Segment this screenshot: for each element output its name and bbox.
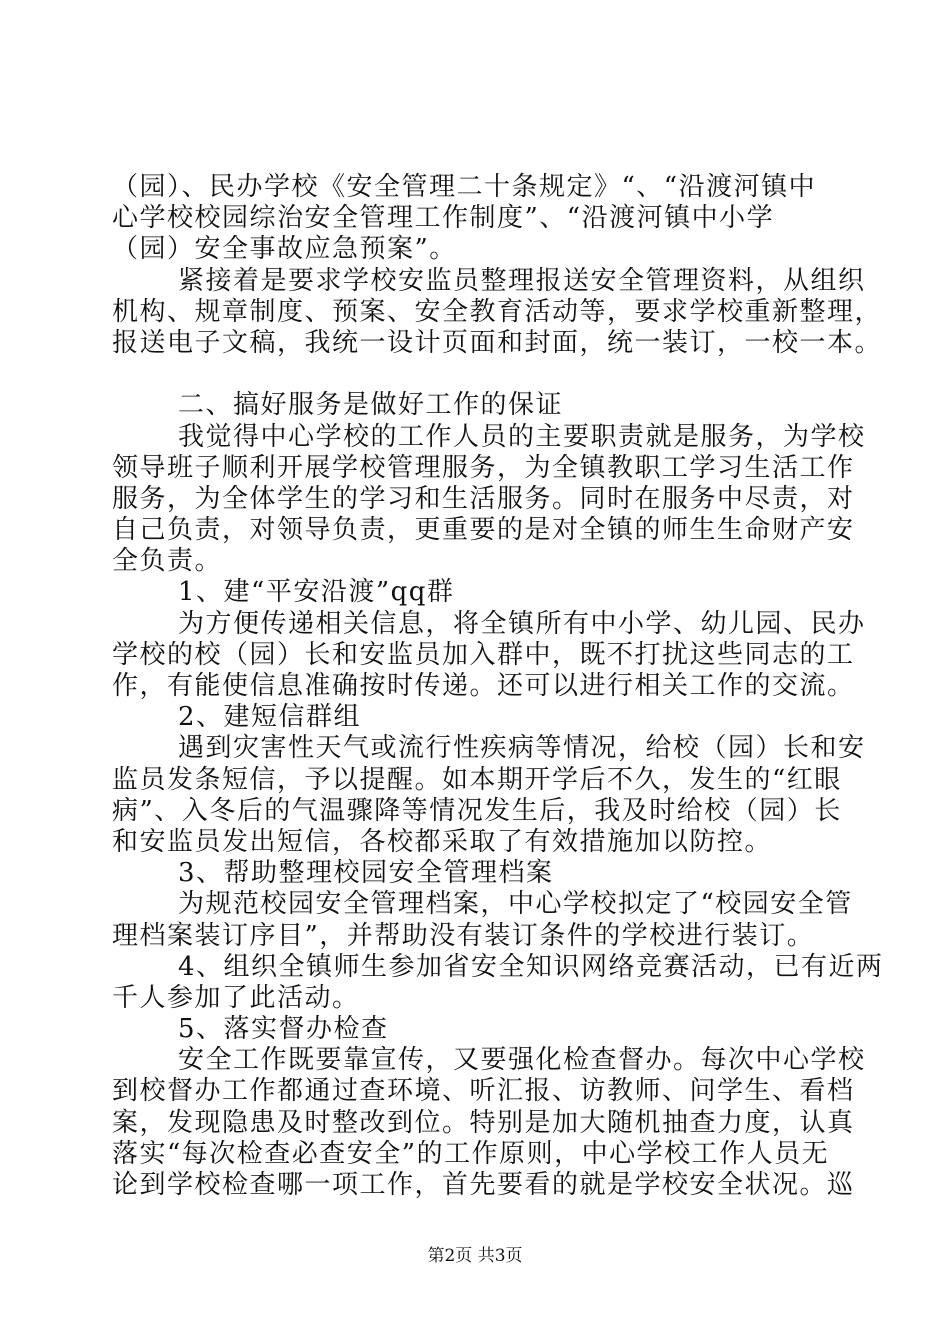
text-line: 理档案装订序目”，并帮助没有装订条件的学校进行装订。 (112, 920, 815, 951)
text-line: 机构、规章制度、预案、安全教育活动等，要求学校重新整理， (112, 296, 883, 327)
paragraph-start: 遇到灾害性天气或流行性疾病等情况，给校（园）长和安 (178, 733, 866, 764)
text-line: 自己负责，对领导负责，更重要的是对全镇的师生生命财产安 (112, 515, 855, 546)
paragraph-start: 为方便传递相关信息，将全镇所有中小学、幼儿园、民办 (178, 608, 866, 639)
text-line: 落实“每次检查必查安全”的工作原则，中心学校工作人员无 (112, 1138, 830, 1169)
page-number-footer: 第2页 共3页 (427, 1246, 523, 1266)
text-line: 学校的校（园）长和安监员加入群中，既不打扰这些同志的工 (112, 639, 855, 670)
text-line: 报送电子文稿，我统一设计页面和封面，统一装订，一校一本。 (112, 327, 883, 358)
text-line: 心学校校园综治安全管理工作制度”、“沿渡河镇中小学 (112, 203, 775, 234)
text-line: 到校督办工作都通过查环境、听汇报、访教师、问学生、看档 (112, 1076, 855, 1107)
text-line: 监员发条短信，予以提醒。如本期开学后不久，发生的“红眼 (112, 764, 842, 795)
paragraph-start: 紧接着是要求学校安监员整理报送安全管理资料，从组织 (178, 265, 866, 296)
text-line: 千人参加了此活动。 (112, 982, 360, 1013)
subsection-heading: 1、建“平安沿渡”qq群 (178, 577, 455, 608)
text-line: 全负责。 (112, 546, 223, 577)
text-line: 作，有能使信息准确按时传递。还可以进行相关工作的交流。 (112, 671, 855, 701)
paragraph-start: 我觉得中心学校的工作人员的主要职责就是服务，为学校 (178, 421, 866, 452)
paragraph-gap (112, 359, 842, 390)
text-line: 病”、入冬后的气温骤降等情况发生后，我及时给校（园）长 (112, 795, 842, 826)
subsection-heading: 2、建短信群组 (178, 702, 362, 733)
subsection-heading: 4、组织全镇师生参加省安全知识网络竞赛活动，已有近两 (178, 951, 884, 982)
document-body (112, 172, 884, 1201)
paragraph-start: 为规范校园安全管理档案，中心学校拟定了“校园安全管 (178, 889, 853, 920)
text-line: （园）安全事故应急预案”。 (112, 234, 457, 265)
subsection-heading: 5、落实督办检查 (178, 1014, 389, 1045)
paragraph-start: 安全工作既要靠宣传，又要强化检查督办。每次中心学校 (178, 1045, 866, 1076)
subsection-heading: 3、帮助整理校园安全管理档案 (178, 858, 554, 889)
text-line: 和安监员发出短信，各校都采取了有效措施加以防控。 (112, 826, 773, 857)
text-line: 论到学校检查哪一项工作，首先要看的就是学校安全状况。巡 (112, 1170, 855, 1200)
text-line: （园）、民办学校《安全管理二十条规定》“、“沿渡河镇中 (112, 172, 817, 202)
text-line: 领导班子顺利开展学校管理服务，为全镇教职工学习生活工作 (112, 452, 855, 483)
section-heading: 二、搞好服务是做好工作的保证 (178, 390, 564, 421)
text-line: 案，发现隐患及时整改到位。特别是加大随机抽查力度，认真 (112, 1107, 855, 1138)
text-line: 服务，为全体学生的学习和生活服务。同时在服务中尽责，对 (112, 483, 855, 514)
